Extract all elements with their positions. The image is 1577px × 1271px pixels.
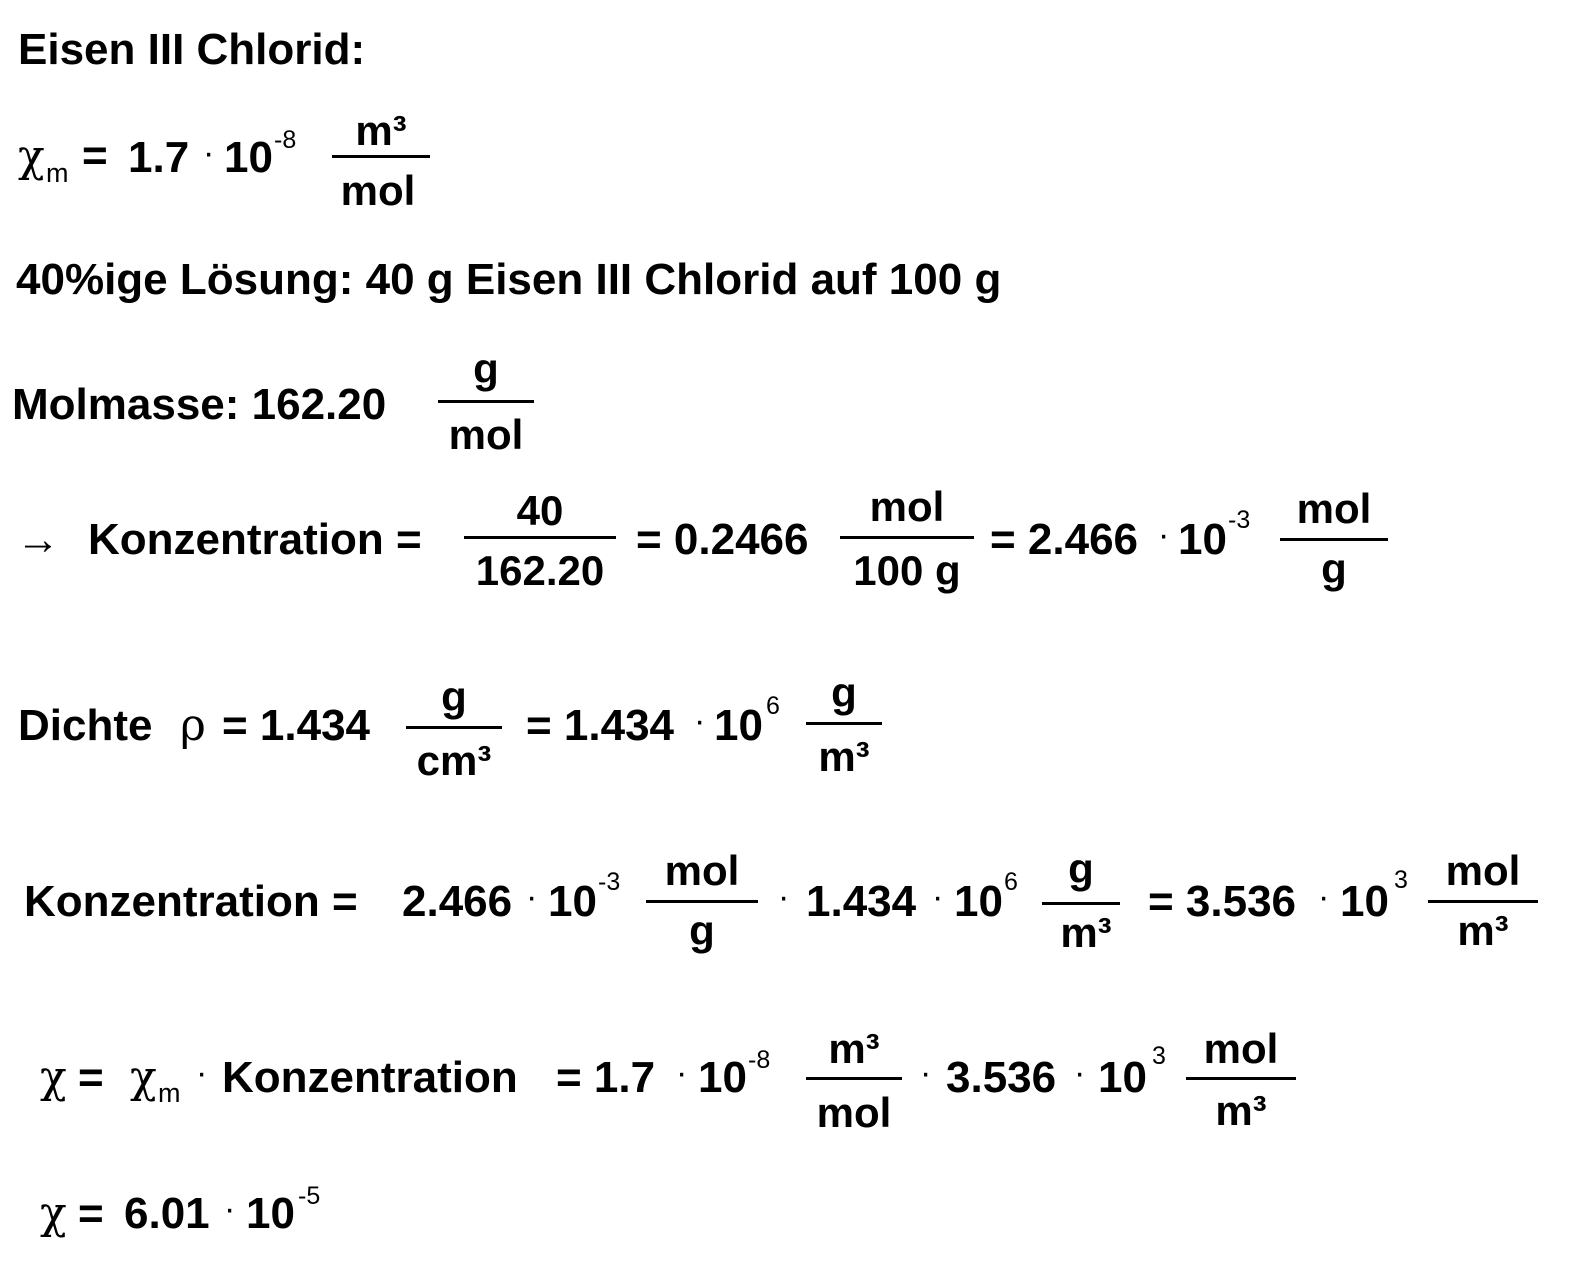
exponent: -8 xyxy=(274,126,297,154)
exponent: -8 xyxy=(748,1046,771,1074)
unit-numerator: g xyxy=(473,345,499,392)
rho-symbol: ρ xyxy=(180,700,206,751)
title: Eisen III Chlorid: xyxy=(18,25,366,74)
exponent: -3 xyxy=(598,868,621,896)
multiply-dot: · xyxy=(1158,516,1170,554)
value: 3.536 xyxy=(946,1053,1057,1102)
fraction-bar xyxy=(840,536,974,539)
unit-numerator: mol xyxy=(1296,485,1372,532)
subscript-m: m xyxy=(46,158,69,188)
value-equals: = 3.536 xyxy=(1148,877,1297,926)
multiply-dot: · xyxy=(203,134,215,172)
unit-denominator: mol xyxy=(816,1089,892,1136)
power-base: 10 xyxy=(1178,515,1227,564)
fraction-bar xyxy=(806,722,882,725)
unit-denominator: m³ xyxy=(1215,1087,1267,1134)
power-base: 10 xyxy=(246,1189,295,1238)
multiply-dot: · xyxy=(676,1054,688,1092)
multiply-dot: · xyxy=(778,878,790,916)
chi-symbol: χ xyxy=(18,131,45,182)
value-equals: = 1.434 xyxy=(222,701,371,750)
power-base: 10 xyxy=(224,133,273,182)
unit-numerator: mol xyxy=(869,483,945,530)
value: 1.434 xyxy=(806,877,917,926)
value-equals: = 1.434 xyxy=(526,701,675,750)
unit-denominator: g xyxy=(1321,545,1347,592)
solution-description: 40%ige Lösung: 40 g Eisen III Chlorid auf 100 g xyxy=(16,255,1002,304)
exponent: 3 xyxy=(1152,1042,1166,1070)
unit-numerator: mol xyxy=(664,847,740,894)
unit-denominator: m³ xyxy=(1457,907,1509,954)
chi-symbol: χ xyxy=(40,1188,67,1239)
power-base: 10 xyxy=(954,877,1003,926)
value-equals: = 1.7 xyxy=(556,1053,656,1102)
fraction-bar xyxy=(438,400,534,403)
fraction-numerator: 40 xyxy=(516,487,564,534)
equals-sign: = xyxy=(82,131,108,180)
equals-sign: = xyxy=(78,1053,104,1102)
exponent: 6 xyxy=(766,692,780,720)
fraction-bar xyxy=(1186,1077,1296,1080)
power-base: 10 xyxy=(698,1053,747,1102)
equals-sign: = xyxy=(78,1189,104,1238)
power-base: 10 xyxy=(1340,877,1389,926)
fraction-bar xyxy=(806,1077,902,1080)
unit-numerator: mol xyxy=(1445,847,1521,894)
exponent: -5 xyxy=(298,1182,321,1210)
exponent: 6 xyxy=(1004,868,1018,896)
unit-numerator: g xyxy=(1068,845,1094,892)
konzentration-label: Konzentration = xyxy=(88,515,422,564)
unit-numerator: g xyxy=(441,673,467,720)
konzentration-label: Konzentration xyxy=(222,1053,518,1102)
mantissa: 6.01 xyxy=(124,1189,210,1238)
mantissa: 1.7 xyxy=(128,133,190,182)
fraction-bar xyxy=(1428,900,1538,903)
multiply-dot: · xyxy=(1318,878,1330,916)
subscript-m: m xyxy=(158,1078,181,1108)
fraction-bar xyxy=(646,900,758,903)
power-base: 10 xyxy=(1098,1053,1147,1102)
unit-denominator: mol xyxy=(340,167,416,214)
value: 2.466 xyxy=(402,877,513,926)
unit-denominator: cm³ xyxy=(416,737,492,784)
konzentration-label: Konzentration = xyxy=(24,877,358,926)
multiply-dot: · xyxy=(932,878,944,916)
unit-denominator: g xyxy=(689,907,715,954)
value-equals: = 2.466 xyxy=(990,515,1139,564)
multiply-dot: · xyxy=(224,1190,236,1228)
multiply-dot: · xyxy=(1074,1054,1086,1092)
arrow-icon: → xyxy=(16,515,60,564)
multiply-dot: · xyxy=(694,702,706,740)
fraction-bar xyxy=(1042,902,1120,905)
exponent: -3 xyxy=(1228,506,1251,534)
unit-denominator: 100 g xyxy=(853,547,961,594)
multiply-dot: · xyxy=(920,1054,932,1092)
unit-numerator: g xyxy=(831,669,857,716)
fraction-bar xyxy=(464,536,616,539)
fraction-bar xyxy=(1280,538,1388,541)
fraction-denominator: 162.20 xyxy=(475,547,605,594)
exponent: 3 xyxy=(1394,866,1408,894)
unit-numerator: m³ xyxy=(355,107,407,154)
unit-denominator: m³ xyxy=(818,733,870,780)
multiply-dot: · xyxy=(196,1054,208,1092)
chi-symbol: χ xyxy=(130,1052,157,1103)
fraction-bar xyxy=(332,155,430,158)
power-base: 10 xyxy=(548,877,597,926)
dichte-label: Dichte xyxy=(18,701,153,750)
unit-numerator: m³ xyxy=(828,1025,880,1072)
power-base: 10 xyxy=(714,701,763,750)
multiply-dot: · xyxy=(526,878,538,916)
unit-denominator: mol xyxy=(448,411,524,458)
fraction-bar xyxy=(406,726,502,729)
unit-numerator: mol xyxy=(1203,1025,1279,1072)
chi-symbol: χ xyxy=(40,1052,67,1103)
value-equals: = 0.2466 xyxy=(636,515,809,564)
unit-denominator: m³ xyxy=(1060,909,1112,956)
molmasse-label: Molmasse: 162.20 xyxy=(12,380,387,429)
